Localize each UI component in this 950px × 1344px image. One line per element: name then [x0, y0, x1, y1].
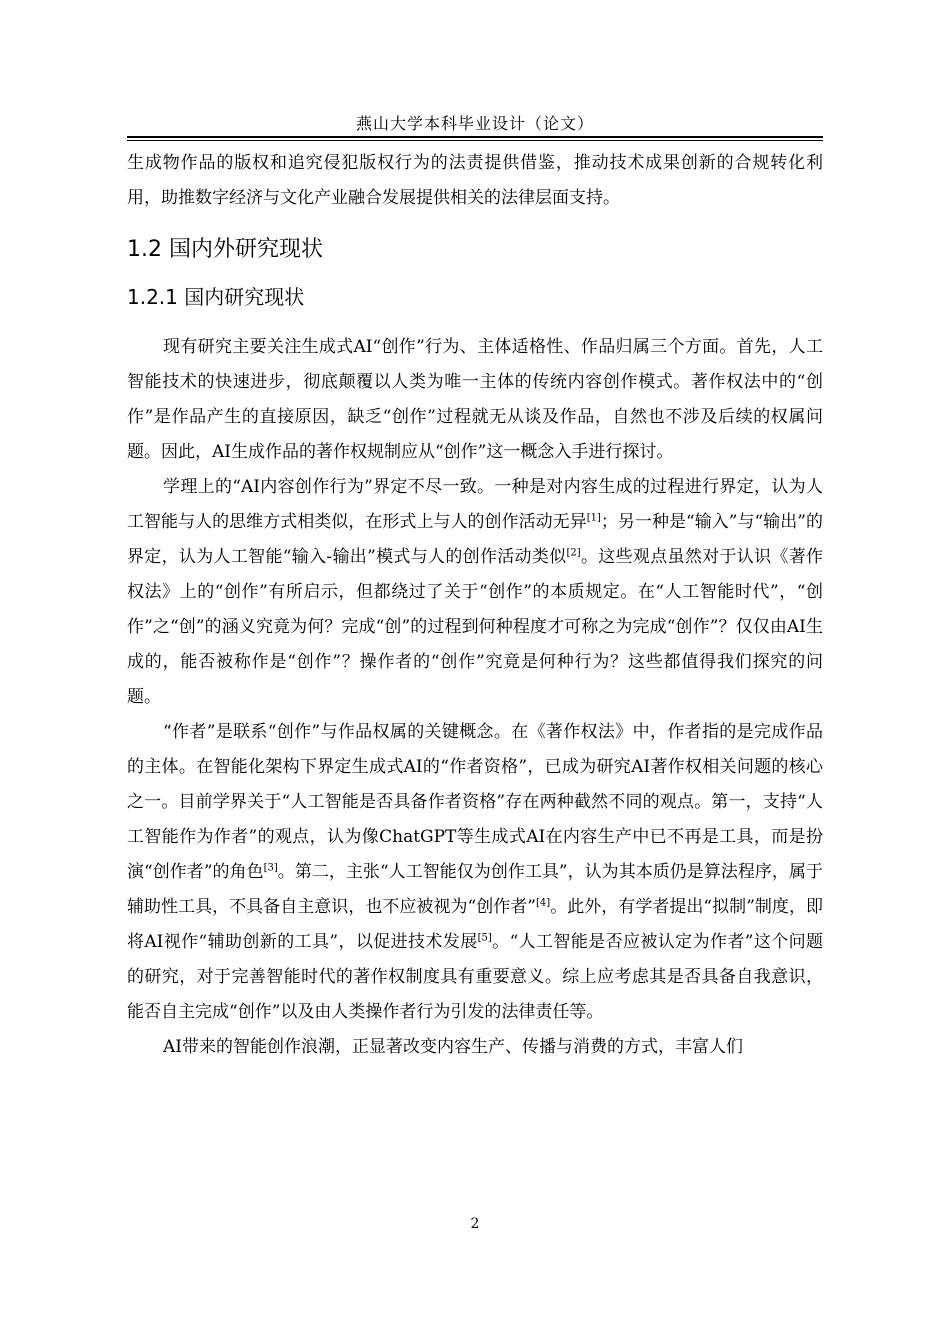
page-number: 2 — [470, 1216, 480, 1232]
paragraph-segment: ；另一种是“输入”与“输出”的界定，认为人工智能“输入-输出”模式与人的创作活动类似 — [127, 512, 824, 567]
paragraph-gap — [127, 316, 823, 330]
citation-ref-3: [3] — [263, 862, 278, 874]
running-header: 燕山大学本科毕业设计（论文） — [355, 114, 594, 133]
paragraph-creative-wave: AI带来的智能创作浪潮，正显著改变内容生产、传播与消费的方式，丰富人们 — [163, 1037, 743, 1057]
header-rule-thick — [127, 136, 823, 138]
paragraph-author-status — [127, 715, 823, 1030]
paragraph-creation-definition — [127, 470, 823, 715]
citation-ref-1: [1] — [586, 512, 601, 524]
citation-ref-4: [4] — [536, 897, 551, 909]
paragraph-segment: 学理上的“AI内容创作行为”界定不尽一致。一种是对内容生成的过程进行界定，认为人工智能与人的思维方式相类似，在形式上与人的创作活动无异 — [127, 477, 823, 532]
citation-ref-2: [2] — [566, 547, 581, 559]
paragraph-segment: 。这些观点虽然对于认识《著作权法》上的“创作”有所启示，但都绕过了关于“创作”的本质规定。在“人工智能时代”，“创作”之“创”的涵义究竟为何？完成“创”的过程到何种程度才可称之为完成“创作”？仅仅由AI生成的，能否被称作是“创作”？操作者的“创作”究竟是何种行为？这些都值得我们探究的问题。 — [127, 547, 824, 707]
paragraph-creation-overview: 现有研究主要关注生成式AI“创作”行为、主体适格性、作品归属三个方面。首先，人工智能技术的快速进步，彻底颠覆以人类为唯一主体的传统内容创作模式。著作权法中的“创作”是作品产生的直接原因，缺乏“创作”过程就无从谈及作品，自然也不涉及后续的权属问题。因此，AI生成作品的著作权规制应从“创作”这一概念入手进行探讨。 — [127, 337, 823, 462]
paragraph-segment: 。第二，主张“人工智能仅为创作工具”，认为其本质仍是算法程序，属于辅助性工具，不具备自主意识，也不应被视为“创作者” — [127, 862, 823, 917]
paragraph-segment: 。此外，有学者提出“拟制”制度，即将AI视作“辅助创新的工具”，以促进技术发展 — [127, 897, 823, 952]
paragraph-segment: “作者”是联系“创作”与作品权属的关键概念。在《著作权法》中，作者指的是完成作品的主体。在智能化架构下界定生成式AI的“作者资格”，已成为研究AI著作权相关问题的核心之一。目前学界关于“人工智能是否具备作者资格”存在两种截然不同的观点。第一，支持“人工智能作为作者”的观点，认为像ChatGPT等生成式AI在内容生产中已不再是工具，而是扮演“创作者”的角色 — [127, 722, 823, 882]
citation-ref-5: [5] — [477, 932, 492, 944]
intro-continued-paragraph: 生成物作品的版权和追究侵犯版权行为的法责提供借鉴，推动技术成果创新的合规转化利用，助推数字经济与文化产业融合发展提供相关的法律层面支持。 — [127, 153, 823, 208]
body-text — [127, 146, 823, 1065]
subsection-heading-1-2-1: 1.2.1 国内研究现状 — [127, 285, 305, 309]
paragraph-segment: 。“人工智能是否应被认定为作者”这个问题的研究，对于完善智能时代的著作权制度具有重要意义。综上应考虑其是否具备自我意识，能否自主完成“创作”以及由人类操作者行为引发的法律责任等。 — [127, 932, 823, 1022]
header-rule-thin — [127, 140, 823, 141]
section-heading-1-2: 1.2 国内外研究现状 — [127, 237, 323, 262]
